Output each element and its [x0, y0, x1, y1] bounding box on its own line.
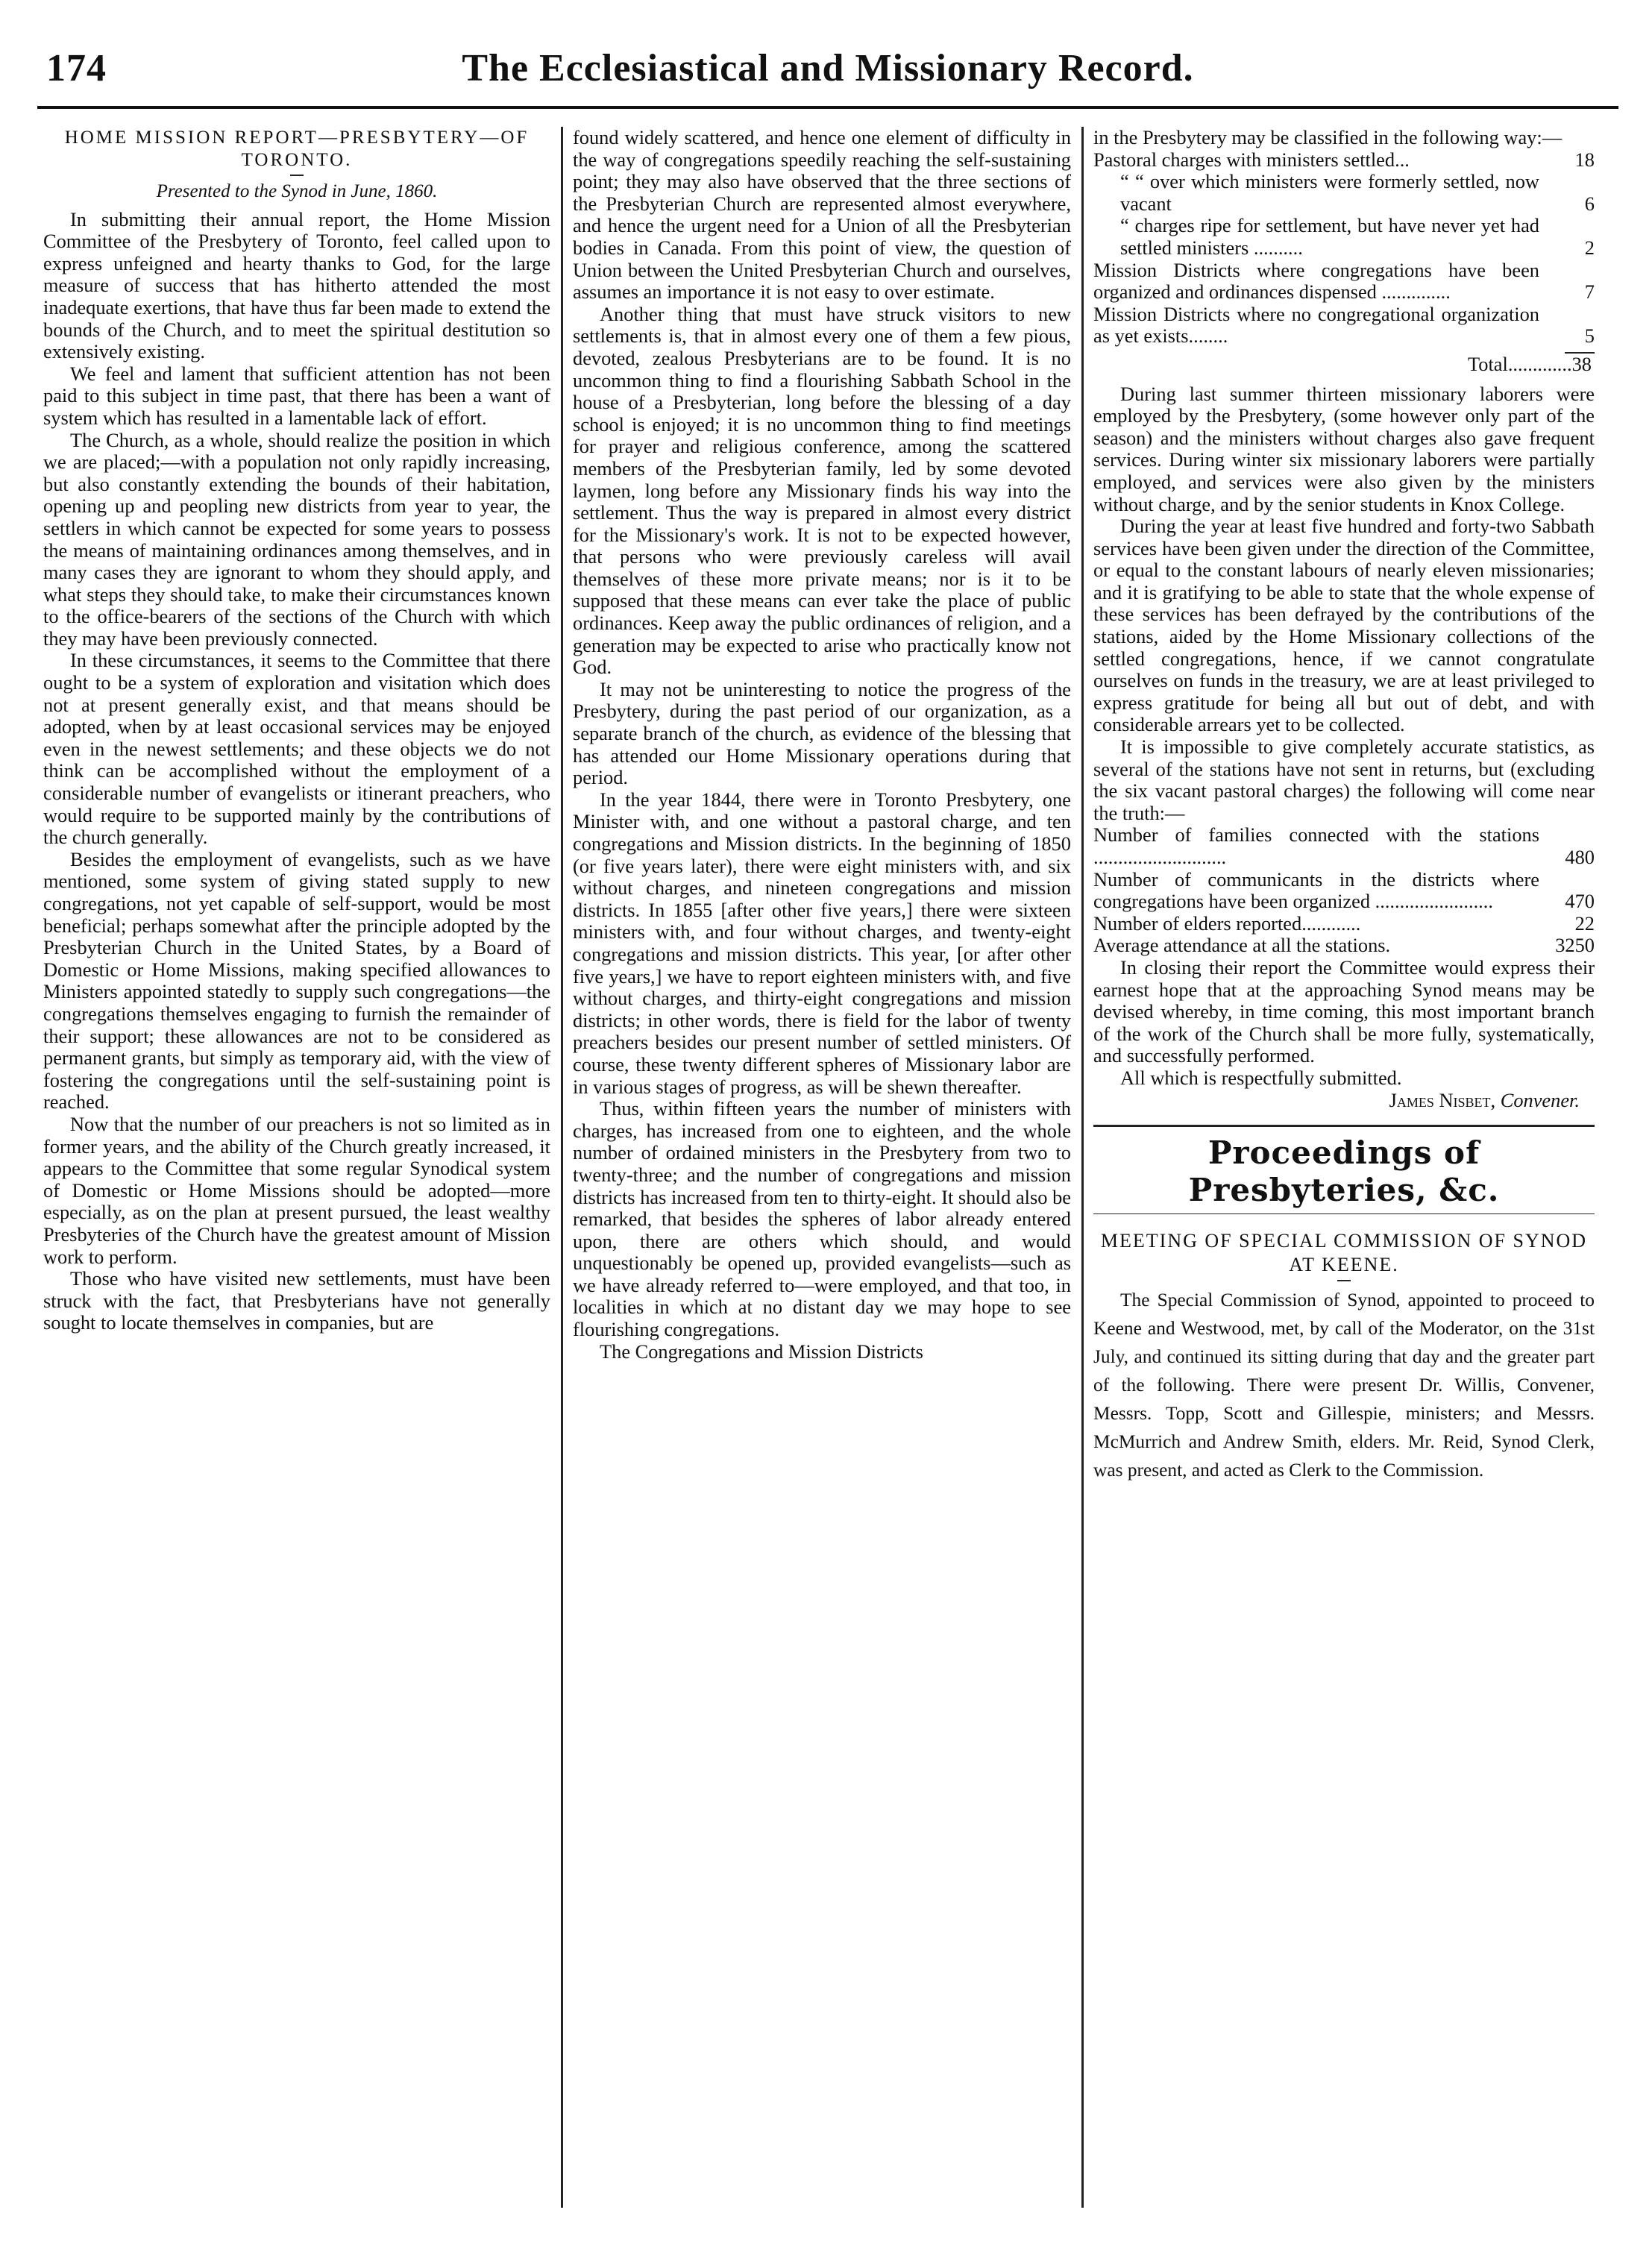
paragraph: In the year 1844, there were in Toronto Presbytery, one Minister with, and one without a pastoral charge, and ten congregations and Mission districts. In the beginning of 1850 (or five years later), there were eight ministers with, and six without charges, and nineteen congregations and mission districts. In 1855 [after other five years,] there were sixteen ministers with, and four without charges, and twenty-eight congregations and mission districts. This year, [or after other five years,] we have to report eighteen ministers with, and five without charges, and thirty-eight congregations and mission districts; in other words, there is field for the labor of twenty preachers besides our present number of settled ministers. Of course, these twenty different spheres of Missionary labor are in various stages of progress, as will be shewn thereafter. — [573, 788, 1071, 1098]
signoff-title: Convener. — [1500, 1088, 1580, 1111]
column-3 — [1093, 127, 1595, 1484]
statistic-value: 3250 — [1555, 934, 1595, 957]
statistic-value: 470 — [1565, 890, 1595, 913]
section-rule — [1093, 1213, 1595, 1214]
statistic-label: Number of communicants in the districts where congregations have been organized ........................ — [1093, 867, 1539, 913]
paragraph: The Congregations and Mission Districts — [600, 1340, 923, 1363]
page-title: The Ecclesiastical and Missionary Record. — [462, 47, 1194, 90]
paragraph: In these circumstances, it seems to the Committee that there ought to be a system of exploration and visitation which does not at present generally exist, and that means should be adopted, when by at least occasional services may be enjoyed even in the newest settlements; and these objects we do not think can be accomplished without the employment of a considerable number of evangelists or itinerant preachers, who would require to be supported mainly by the contributions of the church generally. — [43, 649, 550, 849]
paragraph: All which is respectfully submitted. — [1120, 1066, 1402, 1089]
statistic-row — [1093, 913, 1595, 935]
dash-rule — [290, 175, 304, 176]
paragraph: During the year at least five hundred and forty-two Sabbath services have been given under the direction of the Committee, or equal to the constant labours of nearly eleven missionaries; and it is gratifying to be able to state that the whole expense of these services has been defrayed by the contributions of the stations, aided by the Home Missionary collections of the settled congregations, hence, if we cannot congratulate ourselves on funds in the treasury, we are at least privileged to express gratitude for being all but out of debt, and with considerable arrears yet to be collected. — [1093, 515, 1595, 736]
dash-rule — [1337, 1280, 1351, 1281]
column-divider — [561, 127, 563, 2208]
column-2 — [573, 127, 1071, 1363]
classification-row — [1093, 304, 1595, 348]
signoff-name: James Nisbet, — [1389, 1088, 1496, 1111]
classification-row — [1093, 149, 1595, 172]
paragraph: It is impossible to give completely accurate statistics, as several of the stations have not sent in returns, but (excluding the six vacant pastoral charges) the following will come near the truth:— — [1093, 735, 1595, 824]
paragraph: Another thing that must have struck visitors to new settlements is, that in almost every one of them a few pious, devoted, zealous Presbyterians are to be found. It is no uncommon thing to find a flourishing Sabbath School in the house of a Presbyterian, long before the blessing of a day school is enjoyed; it is no uncommon thing to find meetings for prayer and religious conference, among the scattered members of the Presbyterian family, led by some devoted laymen, long before any Missionary finds his way into the settlement. Thus the way is prepared in almost every district for the Missionary's work. It is not to be expected however, that persons who were previously careless will avail themselves of these more private means; nor is it to be supposed that these means can ever take the place of public ordinances. Keep away the public ordinances of religion, and a generation may be expected to arise who practically know not God. — [573, 302, 1071, 679]
statistic-value: 22 — [1574, 911, 1595, 935]
statistic-row — [1093, 824, 1595, 868]
classification-label: “ charges ripe for settlement, but have never yet had settled ministers .......... — [1120, 214, 1539, 259]
meeting-heading: MEETING OF SPECIAL COMMISSION OF SYNOD AT KEENE. — [1100, 1230, 1588, 1276]
statistic-row — [1093, 935, 1595, 957]
classification-row — [1093, 260, 1595, 304]
paragraph: Those who have visited new settlements, must have been struck with the fact, that Presbyterians have not generally sought to locate themselves in companies, but are — [43, 1267, 550, 1334]
paragraph: Now that the number of our preachers is not so limited as in former years, and the ability of the Church greatly increased, it appears to the Committee that some regular Synodical system of Domestic or Home Missions should be adopted—more especially, as on the plan at present pursued, the least wealthy Presbyteries of the Church have the greatest amount of Mission work to perform. — [43, 1112, 550, 1268]
statistic-label: Average attendance at all the stations. — [1093, 934, 1391, 957]
classification-row — [1093, 171, 1595, 215]
paragraph: During last summer thirteen missionary laborers were employed by the Presbytery, (some however only part of the season) and the ministers without charges also gave frequent services. During winter six missionary laborers were partially employed, and services were also given by the ministers without charge, and by the senior students in Knox College. — [1093, 382, 1595, 515]
paragraph: The Church, as a whole, should realize the position in which we are placed;—with a population not only rapidly increasing, but also constantly extending the bounds of their habitation, opening up and peopling new districts from year to year, the settlers in which cannot be expected for some years to possess the means of maintaining ordinances among themselves, and in many cases they are ignorant to whom they should apply, and what steps they should take, to make their circumstances known to the office-bearers of the sections of the Church with which they may have been previously connected. — [43, 428, 550, 650]
classification-label: Mission Districts where congregations have been organized and ordinances dispensed .............. — [1093, 258, 1539, 304]
statistic-row — [1093, 869, 1595, 913]
total-label: Total............. — [1467, 352, 1572, 375]
total-row — [1093, 354, 1595, 376]
classification-label: Pastoral charges with ministers settled... — [1093, 148, 1410, 171]
classification-label: Mission Districts where no congregational organization as yet exists........ — [1093, 302, 1539, 348]
classification-label: “ “ over which ministers were formerly settled, now vacant — [1120, 170, 1539, 215]
paragraph: found widely scattered, and hence one element of difficulty in the way of congregations speedily reaching the self-sustaining point; they may also have observed that the three sections of the Presbyterian Church are represented almost everywhere, and hence the urgent need for a Union of all the Presbyterian bodies in Canada. From this point of view, the question of Union between the United Presbyterian Church and ourselves, assumes an importance it is not easy to over estimate. — [573, 126, 1071, 304]
classification-row — [1093, 215, 1595, 259]
page-number: 174 — [46, 47, 107, 90]
paragraph: We feel and lament that sufficient attention has not been paid to this subject in time past, that there has been a want of system which has resulted in a lamentable lack of effort. — [43, 362, 550, 429]
classification-value: 6 — [1584, 192, 1595, 215]
signoff — [1093, 1090, 1580, 1112]
page-header — [37, 46, 1618, 98]
statistic-label: Number of families connected with the stations ........................... — [1093, 823, 1539, 868]
classification-value: 18 — [1574, 148, 1595, 171]
paragraph: Thus, within fifteen years the number of ministers with charges, has increased from one to eighteen, and the whole number of ordained ministers in the Presbytery from two to twenty-three; and the number of congregations and mission districts has increased from ten to thirty-eight. It should also be remarked, that besides the spheres of labor already entered upon, there are others which should, and would unquestionably be opened up, provided evangelists—such as we have already referred to—were employed, and that too, in localities in which at no distant day we may hope to see flourishing congregations. — [573, 1097, 1071, 1341]
section-rule — [1093, 1125, 1595, 1127]
header-rule — [37, 106, 1618, 109]
presented-note: Presented to the Synod in June, 1860. — [156, 181, 438, 201]
paragraph: Besides the employment of evangelists, such as we have mentioned, some system of giving stated supply to new congregations, not yet capable of self-support, would be most beneficial; perhaps somewhat after the principle adopted by the Presbyterian Church in the United States, by a Board of Domestic or Home Missions, making specified allowances to Ministers appointed statedly to supply such congregations—the congregations themselves engaging to furnish the remainder of their support; these allowances are not to be considered as permanent grants, but simply as temporary aid, with the view of fostering the congregations until the self-sustaining point is reached. — [43, 847, 550, 1114]
statistic-label: Number of elders reported............ — [1093, 911, 1361, 935]
paragraph: In submitting their annual report, the Home Mission Committee of the Presbytery of Toronto, feel called upon to express unfeigned and hearty thanks to God, for the large measure of success that has hitherto attended the most inadequate exertions, that have thus far been made to extend the bounds of the Church, and to meet the spiritual destitution so extensively existing. — [43, 207, 550, 363]
paragraph: in the Presbytery may be classified in the following way:— — [1093, 126, 1563, 148]
column-divider — [1081, 127, 1084, 2208]
meeting-body: The Special Commission of Synod, appointed to proceed to Keene and Westwood, met, by call of the Moderator, on the 31st July, and continued its sitting during that day and the greater part of the following. There were present Dr. Willis, Convener, Messrs. Topp, Scott and Gillespie, ministers; and Messrs. McMurrich and Andrew Smith, elders. Mr. Reid, Synod Clerk, was present, and acted as Clerk to the Commission. — [1093, 1290, 1595, 1481]
classification-value: 7 — [1584, 280, 1595, 304]
section-title: Proceedings of Presbyteries, &c. — [1188, 1134, 1500, 1209]
statistic-value: 480 — [1565, 846, 1595, 868]
paragraph: In closing their report the Committee would express their earnest hope that at the approaching Synod means may be devised whereby, in time coming, this most important branch of the work of the Church shall be more fully, systematically, and successfully performed. — [1093, 955, 1595, 1067]
classification-value: 2 — [1584, 236, 1595, 259]
paragraph: It may not be uninteresting to notice the progress of the Presbytery, during the past period of our organization, as a separate branch of the church, as evidence of the blessing that has attended our Home Missionary operations during that period. — [573, 677, 1071, 789]
column-1 — [43, 127, 550, 1334]
total-value: 38 — [1571, 352, 1592, 375]
article-heading: HOME MISSION REPORT—PRESBYTERY—OF TORONTO. — [64, 128, 530, 170]
classification-value: 5 — [1584, 324, 1595, 348]
